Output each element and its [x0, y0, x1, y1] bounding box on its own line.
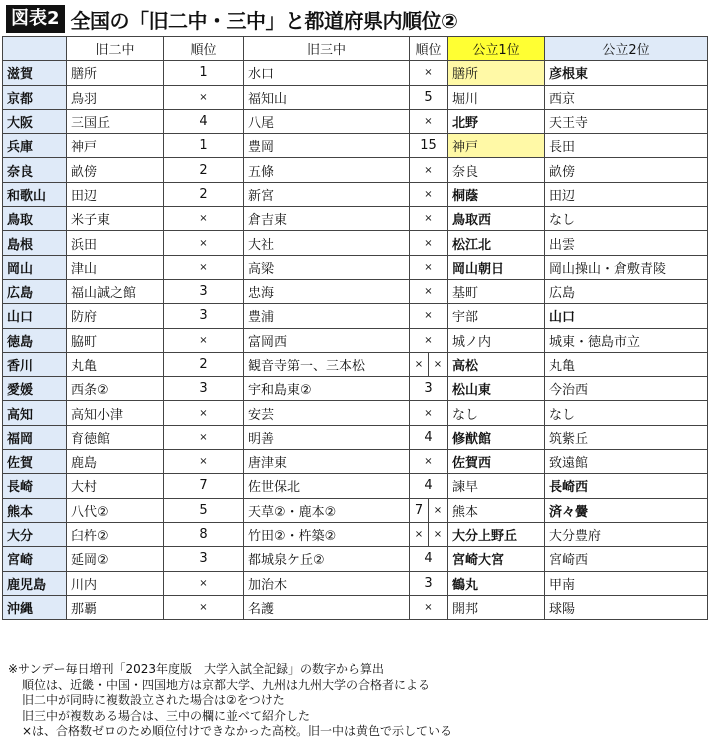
table-body: [3, 61, 708, 620]
footnotes: [8, 662, 452, 740]
rank2-cell: ×: [164, 571, 244, 595]
old2-cell: 浜田: [67, 231, 164, 255]
public2-cell: なし: [545, 401, 708, 425]
old3-cell: 新宮: [244, 182, 410, 206]
rank3-value: ×: [414, 359, 424, 370]
public2-cell: 長田: [545, 134, 708, 158]
table-row: [3, 85, 708, 109]
table-row: [3, 61, 708, 85]
table-row: [3, 328, 708, 352]
note-line: 旧二中が同時に複数設立された場合は②をつけた: [22, 693, 285, 708]
public1-cell: 奈良: [448, 158, 545, 182]
rank2-cell: 5: [164, 498, 244, 522]
table-row: [3, 352, 708, 376]
old3-cell: 忠海: [244, 279, 410, 303]
public2-cell: 畝傍: [545, 158, 708, 182]
rank3-cell: ×: [410, 595, 448, 619]
rank3-cell: [410, 522, 448, 546]
table-row: [3, 255, 708, 279]
rank2-cell: ×: [164, 401, 244, 425]
public2-cell: 筑紫丘: [545, 425, 708, 449]
table-row: [3, 401, 708, 425]
public2-cell: 天王寺: [545, 109, 708, 133]
old2-cell: 延岡②: [67, 547, 164, 571]
rank2-cell: 1: [164, 134, 244, 158]
old3-cell: 豊浦: [244, 304, 410, 328]
header-public2: 公立2位: [545, 37, 708, 61]
rank3-value: ×: [428, 499, 447, 522]
pref-cell: 福岡: [3, 425, 67, 449]
rank3-cell: 3: [410, 571, 448, 595]
rank3-value: 7: [414, 502, 424, 518]
public1-cell: 松江北: [448, 231, 545, 255]
rank2-cell: 3: [164, 547, 244, 571]
public1-cell: 桐蔭: [448, 182, 545, 206]
public1-cell: 宇部: [448, 304, 545, 328]
old2-cell: 膳所: [67, 61, 164, 85]
table-row: [3, 498, 708, 522]
public2-cell: 西京: [545, 85, 708, 109]
pref-cell: 兵庫: [3, 134, 67, 158]
old3-cell: 安芸: [244, 401, 410, 425]
table-row: [3, 279, 708, 303]
rank3-cell: ×: [410, 255, 448, 279]
rank2-cell: 2: [164, 158, 244, 182]
old3-cell: 天草②・鹿本②: [244, 498, 410, 522]
pref-cell: 京都: [3, 85, 67, 109]
pref-cell: 奈良: [3, 158, 67, 182]
table-row: [3, 304, 708, 328]
pref-cell: 鹿児島: [3, 571, 67, 595]
rank3-value: ×: [428, 523, 447, 546]
old2-cell: 神戸: [67, 134, 164, 158]
public2-cell: 彦根東: [545, 61, 708, 85]
old2-cell: 田辺: [67, 182, 164, 206]
public1-cell: 佐賀西: [448, 450, 545, 474]
public1-cell: 諫早: [448, 474, 545, 498]
rank3-cell: ×: [410, 328, 448, 352]
rank3-cell: 4: [410, 547, 448, 571]
rank3-cell: ×: [410, 158, 448, 182]
public1-cell: 開邦: [448, 595, 545, 619]
public2-cell: 広島: [545, 279, 708, 303]
old3-cell: 八尾: [244, 109, 410, 133]
figure-label: 図表2: [6, 5, 65, 33]
old3-cell: 宇和島東②: [244, 377, 410, 401]
rank2-cell: ×: [164, 85, 244, 109]
old2-cell: 大村: [67, 474, 164, 498]
pref-cell: 鳥取: [3, 207, 67, 231]
public1-cell: 堀川: [448, 85, 545, 109]
ranking-table: [2, 36, 708, 620]
public2-cell: 甲南: [545, 571, 708, 595]
old3-cell: 観音寺第一、三本松: [244, 352, 410, 376]
figure-header: [6, 4, 457, 34]
pref-cell: 大阪: [3, 109, 67, 133]
public1-cell: 岡山朝日: [448, 255, 545, 279]
old3-cell: 五條: [244, 158, 410, 182]
rank2-cell: ×: [164, 255, 244, 279]
header-pref: [3, 37, 67, 61]
rank3-cell: 3: [410, 377, 448, 401]
old2-cell: 脇町: [67, 328, 164, 352]
old3-cell: 倉吉東: [244, 207, 410, 231]
rank2-cell: 7: [164, 474, 244, 498]
rank2-cell: 3: [164, 279, 244, 303]
old3-cell: 水口: [244, 61, 410, 85]
old3-cell: 竹田②・杵築②: [244, 522, 410, 546]
pref-cell: 島根: [3, 231, 67, 255]
public2-cell: 大分豊府: [545, 522, 708, 546]
header-old3: 旧三中: [244, 37, 410, 61]
public1-cell: 大分上野丘: [448, 522, 545, 546]
table-header-row: [3, 37, 708, 61]
public1-cell: 熊本: [448, 498, 545, 522]
old3-cell: 富岡西: [244, 328, 410, 352]
public1-cell: 基町: [448, 279, 545, 303]
old3-cell: 唐津東: [244, 450, 410, 474]
public2-cell: 城東・徳島市立: [545, 328, 708, 352]
rank3-cell: ×: [410, 109, 448, 133]
page-title: 全国の「旧二中・三中」と都道府県内順位②: [70, 8, 458, 33]
public1-cell: 城ノ内: [448, 328, 545, 352]
rank3-cell: ×: [410, 304, 448, 328]
rank3-cell: ×: [410, 279, 448, 303]
old2-cell: 川内: [67, 571, 164, 595]
pref-cell: 滋賀: [3, 61, 67, 85]
public2-cell: 済々黌: [545, 498, 708, 522]
rank2-cell: 4: [164, 109, 244, 133]
note-line: 順位は、近畿・中国・四国地方は京都大学、九州は九州大学の合格者による: [22, 677, 431, 692]
rank2-cell: ×: [164, 425, 244, 449]
public2-cell: 出雲: [545, 231, 708, 255]
pref-cell: 沖縄: [3, 595, 67, 619]
table-row: [3, 571, 708, 595]
old3-cell: 豊岡: [244, 134, 410, 158]
header-rank2: 順位: [164, 37, 244, 61]
pref-cell: 宮崎: [3, 547, 67, 571]
public1-cell: 膳所: [448, 61, 545, 85]
pref-cell: 山口: [3, 304, 67, 328]
old2-cell: 津山: [67, 255, 164, 279]
public2-cell: 致遠館: [545, 450, 708, 474]
old2-cell: 米子東: [67, 207, 164, 231]
rank3-cell: 5: [410, 85, 448, 109]
rank2-cell: 3: [164, 377, 244, 401]
public1-cell: 鳥取西: [448, 207, 545, 231]
public2-cell: 丸亀: [545, 352, 708, 376]
rank3-cell: 4: [410, 474, 448, 498]
old2-cell: 防府: [67, 304, 164, 328]
old3-cell: 高梁: [244, 255, 410, 279]
old3-cell: 明善: [244, 425, 410, 449]
rank2-cell: ×: [164, 328, 244, 352]
public2-cell: 今治西: [545, 377, 708, 401]
table-row: [3, 425, 708, 449]
rank3-cell: ×: [410, 182, 448, 206]
pref-cell: 和歌山: [3, 182, 67, 206]
table-row: [3, 474, 708, 498]
table-row: [3, 158, 708, 182]
pref-cell: 徳島: [3, 328, 67, 352]
table-row: [3, 595, 708, 619]
table-row: [3, 109, 708, 133]
old3-cell: 佐世保北: [244, 474, 410, 498]
old2-cell: 鹿島: [67, 450, 164, 474]
old3-cell: 都城泉ケ丘②: [244, 547, 410, 571]
pref-cell: 熊本: [3, 498, 67, 522]
rank3-cell: ×: [410, 207, 448, 231]
public2-cell: 宮崎西: [545, 547, 708, 571]
pref-cell: 広島: [3, 279, 67, 303]
public2-cell: 山口: [545, 304, 708, 328]
table-row: [3, 182, 708, 206]
public2-cell: なし: [545, 207, 708, 231]
rank3-value: ×: [414, 529, 424, 541]
old2-cell: 西条②: [67, 377, 164, 401]
rank3-cell: ×: [410, 401, 448, 425]
pref-cell: 香川: [3, 352, 67, 376]
rank2-cell: ×: [164, 231, 244, 255]
pref-cell: 高知: [3, 401, 67, 425]
rank3-cell: 15: [410, 134, 448, 158]
table-row: [3, 207, 708, 231]
header-rank3: 順位: [410, 37, 448, 61]
rank2-cell: 2: [164, 182, 244, 206]
old3-cell: 加治木: [244, 571, 410, 595]
table-row: [3, 231, 708, 255]
public2-cell: 田辺: [545, 182, 708, 206]
old3-cell: 大社: [244, 231, 410, 255]
rank3-cell: 4: [410, 425, 448, 449]
rank3-cell: [410, 352, 448, 376]
rank2-cell: ×: [164, 595, 244, 619]
old2-cell: 臼杵②: [67, 522, 164, 546]
table-row: [3, 134, 708, 158]
table-row: [3, 377, 708, 401]
public2-cell: 岡山操山・倉敷青陵: [545, 255, 708, 279]
table-row: [3, 547, 708, 571]
public2-cell: 長崎西: [545, 474, 708, 498]
public1-cell: 鶴丸: [448, 571, 545, 595]
old2-cell: 八代②: [67, 498, 164, 522]
old3-cell: 名護: [244, 595, 410, 619]
public1-cell: 修猷館: [448, 425, 545, 449]
rank2-cell: ×: [164, 207, 244, 231]
rank2-cell: 2: [164, 352, 244, 376]
pref-cell: 佐賀: [3, 450, 67, 474]
public1-cell: 北野: [448, 109, 545, 133]
old3-cell: 福知山: [244, 85, 410, 109]
old2-cell: 育徳館: [67, 425, 164, 449]
public1-cell: 神戸: [448, 134, 545, 158]
rank2-cell: 1: [164, 61, 244, 85]
rank3-cell: [410, 498, 448, 522]
pref-cell: 大分: [3, 522, 67, 546]
rank2-cell: 8: [164, 522, 244, 546]
note-line: 旧三中が複数ある場合は、三中の欄に並べて紹介した: [22, 708, 311, 723]
pref-cell: 愛媛: [3, 377, 67, 401]
table-row: [3, 450, 708, 474]
rank3-cell: ×: [410, 61, 448, 85]
table-row: [3, 522, 708, 546]
public1-cell: 松山東: [448, 377, 545, 401]
pref-cell: 長崎: [3, 474, 67, 498]
old2-cell: 三国丘: [67, 109, 164, 133]
note-line: ×は、合格数ゼロのため順位付けできなかった高校。旧一中は黄色で示している: [22, 724, 453, 739]
public1-cell: 宮崎大宮: [448, 547, 545, 571]
old2-cell: 那覇: [67, 595, 164, 619]
old2-cell: 畝傍: [67, 158, 164, 182]
pref-cell: 岡山: [3, 255, 67, 279]
rank2-cell: ×: [164, 450, 244, 474]
rank2-cell: 3: [164, 304, 244, 328]
old2-cell: 丸亀: [67, 352, 164, 376]
old2-cell: 高知小津: [67, 401, 164, 425]
rank3-value: ×: [428, 353, 447, 376]
header-public1: 公立1位: [448, 37, 545, 61]
public2-cell: 球陽: [545, 595, 708, 619]
public1-cell: なし: [448, 401, 545, 425]
old2-cell: 福山誠之館: [67, 279, 164, 303]
rank3-cell: ×: [410, 231, 448, 255]
note-line: ※サンデー毎日増刊「2023年度版 大学入試全記録」の数字から算出: [8, 662, 384, 676]
old2-cell: 鳥羽: [67, 85, 164, 109]
rank3-cell: ×: [410, 450, 448, 474]
header-old2: 旧二中: [67, 37, 164, 61]
public1-cell: 高松: [448, 352, 545, 376]
